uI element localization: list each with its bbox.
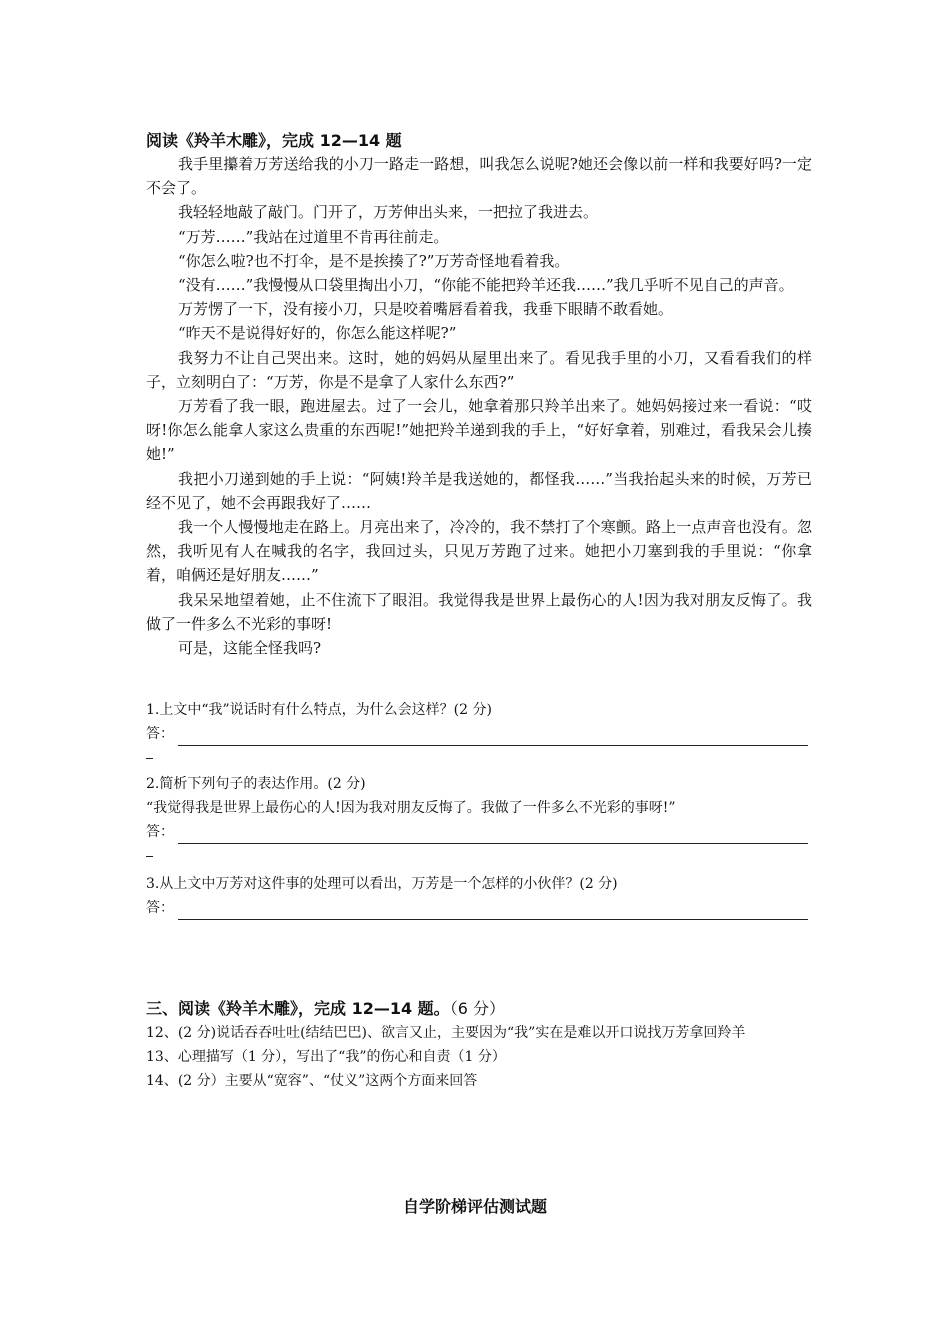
- question-2: [146, 772, 812, 857]
- question-2-quote: “我觉得我是世界上最伤心的人!因为我对朋友反悔了。我做了一件多么不光彩的事呀!”: [146, 800, 676, 816]
- answer-key-heading: [146, 996, 505, 1019]
- answer-key-12: 12、(2 分)说话吞吞吐吐(结结巴巴)、欲言又止，主要因为“我”实在是难以开口说找万芳拿回羚羊: [146, 1025, 746, 1041]
- story-paragraph: 万芳看了我一眼，跑进屋去。过了一会儿，她拿着那只羚羊出来了。她妈妈接过来一看说：“哎呀!你怎么能拿人家这么贵重的东西呢!”她把羚羊递到我的手上，“好好拿着，别难过，看我呆会儿揍她!”: [146, 397, 812, 464]
- question-3-text: 3.从上文中万芳对这件事的处理可以看出，万芳是一个怎样的小伙伴？(2 分): [146, 876, 618, 892]
- story-paragraph: 我努力不让自己哭出来。这时，她的妈妈从屋里出来了。看见我手里的小刀，又看看我们的样子，立刻明白了：“万芳，你是不是拿了人家什么东西?”: [146, 348, 812, 391]
- story-paragraph: “万芳……”我站在过道里不肯再往前走。: [178, 227, 449, 246]
- answer-continuation-mark: [146, 746, 153, 759]
- answer-rule: [178, 827, 808, 844]
- test-title: 自学阶梯评估测试题: [402, 1197, 547, 1216]
- answer-label: 答：: [146, 726, 174, 742]
- story-paragraph: “你怎么啦?也不打伞，是不是挨揍了?”万芳奇怪地看着我。: [178, 251, 570, 270]
- answer-key-13: 13、心理描写（1 分），写出了“我”的伤心和自责（1 分）: [146, 1049, 506, 1065]
- story-paragraph: “昨天不是说得好好的，你怎么能这样呢?”: [178, 324, 457, 343]
- answer-key-title: 三、阅读《羚羊木雕》，完成 12—14 题。: [146, 999, 450, 1018]
- story-paragraph: “没有……”我慢慢从口袋里掏出小刀，“你能不能把羚羊还我……”我几乎听不见自己的声音。: [178, 276, 794, 295]
- question-1: [146, 698, 812, 759]
- question-2-text: 2.简析下列句子的表达作用。(2 分): [146, 776, 366, 792]
- answer-line-2[interactable]: [146, 820, 812, 844]
- answer-line-3[interactable]: [146, 896, 812, 920]
- story-paragraph: 我一个人慢慢地走在路上。月亮出来了，冷冷的，我不禁打了个寒颤。路上一点声音也没有。忽然，我听见有人在喊我的名字，我回过头，只见万芳跑了过来。她把小刀塞到我的手里说：“你拿着，咱俩还是好朋友……”: [146, 518, 812, 585]
- answer-rule: [178, 729, 808, 746]
- story-text: [146, 152, 812, 660]
- answer-rule: [178, 903, 808, 920]
- story-paragraph: 我手里攥着万芳送给我的小刀一路走一路想，叫我怎么说呢?她还会像以前一样和我要好吗?一定不会了。: [146, 155, 812, 198]
- answer-continuation-mark: [146, 844, 153, 857]
- story-paragraph: 可是，这能全怪我吗?: [178, 639, 322, 658]
- story-paragraph: 万芳愣了一下，没有接小刀，只是咬着嘴唇看着我，我垂下眼睛不敢看她。: [178, 300, 674, 319]
- answer-label: 答：: [146, 900, 174, 916]
- answer-line-1[interactable]: [146, 722, 812, 746]
- question-3: [146, 872, 812, 920]
- answer-key: [146, 1021, 812, 1093]
- answer-key-score: （6 分）: [449, 999, 505, 1018]
- reading-heading: 阅读《羚羊木雕》，完成 12—14 题: [146, 131, 402, 150]
- story-paragraph: 我把小刀递到她的手上说：“阿姨!羚羊是我送她的，都怪我……”当我抬起头来的时候，万芳已经不见了，她不会再跟我好了……: [146, 469, 812, 512]
- story-paragraph: 我轻轻地敲了敲门。门开了，万芳伸出头来，一把拉了我进去。: [178, 203, 599, 222]
- answer-key-14: 14、(2 分）主要从“宽容”、“仗义”这两个方面来回答: [146, 1073, 478, 1089]
- question-1-text: 1.上文中“我”说话时有什么特点，为什么会这样？(2 分): [146, 702, 492, 718]
- answer-label: 答：: [146, 824, 174, 840]
- story-paragraph: 我呆呆地望着她，止不住流下了眼泪。我觉得我是世界上最伤心的人!因为我对朋友反悔了。我做了一件多么不光彩的事呀!: [146, 590, 812, 633]
